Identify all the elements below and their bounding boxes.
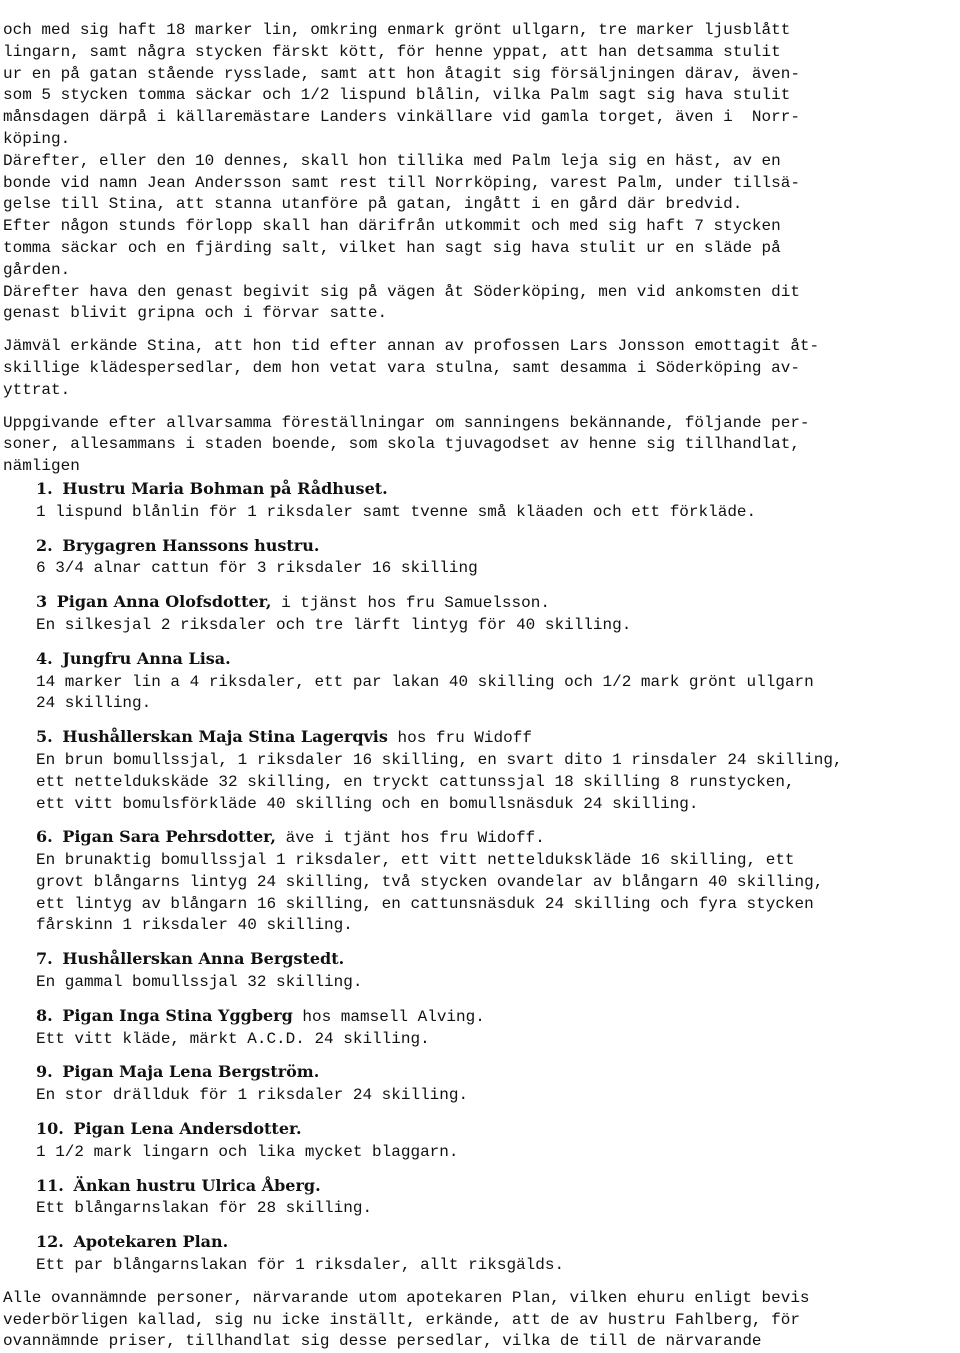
closing-paragraph — [3, 1288, 960, 1353]
paragraph-gap — [3, 402, 960, 413]
item-description-line: ett lintyg av blångarn 16 skilling, en cattunsnäsduk 24 skilling och fyra stycken — [36, 894, 814, 913]
text-line: och med sig haft 18 marker lin, omkring enmark grönt ullgarn, tre marker ljusblått — [3, 21, 791, 39]
list-item-number: 7. — [36, 949, 53, 969]
list-item-number: 3 — [36, 592, 48, 612]
item-description-line: grovt blångarns lintyg 24 skilling, två stycken ovandelar av blångarn 40 skilling, — [36, 872, 824, 891]
text-line: yttrat. — [3, 380, 71, 399]
list-item-number: 1. — [36, 478, 53, 498]
buyer-name: Pigan Inga Stina Yggberg — [62, 1005, 293, 1025]
text-line: skillige klädespersedlar, dem hon vetat vara stulna, samt desamma i Söderköping av- — [3, 358, 800, 377]
buyers-list — [3, 478, 960, 1277]
buyer-name: Änkan hustru Ulrica Åberg. — [73, 1175, 321, 1195]
confession-paragraph — [3, 336, 960, 401]
item-description-line: En silkesjal 2 riksdaler och tre lärft lintyg för 40 skilling. — [36, 615, 632, 634]
text-line: Jämväl erkände Stina, att hon tid efter annan av profossen Lars Jonsson emottagit åt- — [3, 337, 820, 356]
item-description-line: 1 lispund blånlin för 1 riksdaler samt tvenne små kläaden och ett förkläde. — [36, 502, 757, 521]
list-item-heading — [3, 1175, 960, 1199]
text-line: vederbörligen kallad, sig nu icke inställt, erkände, att de av hustru Fahlberg, för — [3, 1310, 800, 1329]
list-item — [3, 1118, 960, 1164]
text-line: ur en på gatan stående rysslade, samt att hon åtagit sig försäljningen därav, även- — [3, 64, 800, 83]
text-line: gelse till Stina, att stanna utanföre på gatan, ingått i en gård där bredvid. — [3, 195, 743, 214]
item-description-line: En brun bomullssjal, 1 riksdaler 16 skilling, en svart dito 1 rinsdaler 24 skilling, — [36, 750, 843, 769]
text-line: som 5 stycken tomma säckar och 1/2 lispund blålin, vilka Palm sagt sig hava stulit — [3, 86, 791, 105]
item-description-line: 14 marker lin a 4 riksdaler, ett par lakan 40 skilling och 1/2 mark grönt ullgarn — [36, 672, 814, 691]
list-item-heading — [3, 948, 960, 972]
buyer-name: Pigan Maja Lena Bergström. — [62, 1062, 320, 1082]
text-line: gården. — [3, 260, 71, 279]
list-item-number: 8. — [36, 1005, 53, 1025]
text-line: lingarn, samt några stycken färskt kött, för henne yppat, att han detsamma stulit — [3, 42, 781, 61]
buyer-note: äve i tjänt hos fru Widoff. — [275, 829, 545, 848]
item-description-line: Ett par blångarnslakan för 1 riksdaler, allt riksgälds. — [36, 1256, 565, 1275]
buyer-name: Hushållerskan Anna Bergstedt. — [62, 949, 345, 969]
list-item-heading — [3, 826, 960, 850]
intro-paragraph — [3, 20, 960, 325]
item-description-line: En gammal bomullssjal 32 skilling. — [36, 973, 363, 992]
list-item-number: 9. — [36, 1062, 53, 1082]
list-item-heading — [3, 591, 960, 615]
list-item-heading — [3, 478, 960, 502]
list-item — [3, 648, 960, 715]
text-line: månsdagen därpå i källaremästare Landers vinkällare vid gamla torget, även i Norr- — [3, 108, 800, 127]
buyer-name: Jungfru Anna Lisa. — [62, 648, 231, 668]
buyer-note: hos fru Widoff — [387, 729, 532, 748]
paragraph-gap — [3, 325, 960, 336]
text-line: Därefter hava den genast begivit sig på vägen åt Söderköping, men vid ankomsten dit — [3, 282, 800, 301]
list-item-number: 12. — [36, 1232, 64, 1252]
item-description-line: En brunaktig bomullssjal 1 riksdaler, ett vitt netteldukskläde 16 skilling, ett — [36, 851, 795, 870]
buyer-name: Hustru Maria Bohman på Rådhuset. — [62, 478, 388, 498]
list-item-number: 5. — [36, 727, 53, 747]
item-description-line: 24 skilling. — [36, 694, 152, 713]
list-item-heading — [3, 726, 960, 750]
list-item-number: 6. — [36, 827, 53, 847]
buyer-note: i tjänst hos fru Samuelsson. — [271, 594, 550, 613]
buyer-note: hos mamsell Alving. — [292, 1007, 485, 1026]
list-item-number: 2. — [36, 535, 53, 555]
text-line: Alle ovannämnde personer, närvarande utom apotekaren Plan, vilken ehuru enligt bevis — [3, 1288, 810, 1307]
buyer-name: Pigan Anna Olofsdotter, — [56, 592, 272, 612]
list-item-heading — [3, 648, 960, 672]
list-item-heading — [3, 535, 960, 559]
text-line: tomma säckar och en fjärding salt, vilket han sagt sig hava stulit ur en släde på — [3, 238, 781, 257]
text-line: nämligen — [3, 457, 80, 476]
list-item-number: 11. — [36, 1175, 64, 1195]
item-description-line: fårskinn 1 riksdaler 40 skilling. — [36, 916, 353, 935]
list-item — [3, 1231, 960, 1277]
item-description-line: 6 3/4 alnar cattun för 3 riksdaler 16 skilling — [36, 559, 478, 578]
list-item — [3, 478, 960, 524]
text-line: genast blivit gripna och i förvar satte. — [3, 304, 388, 323]
list-item — [3, 1061, 960, 1107]
text-line: ovannämnde priser, tillhandlat sig desse persedlar, vilka de till de närvarande — [3, 1332, 762, 1351]
list-item — [3, 826, 960, 937]
buyer-name: Pigan Sara Pehrsdotter, — [62, 827, 276, 847]
list-item — [3, 1005, 960, 1051]
item-description-line: En stor drällduk för 1 riksdaler 24 skilling. — [36, 1086, 469, 1105]
buyer-name: Apotekaren Plan. — [73, 1232, 229, 1252]
buyer-name: Brygagren Hanssons hustru. — [62, 535, 320, 555]
list-item-heading — [3, 1061, 960, 1085]
text-line: soner, allesammans i staden boende, som skola tjuvagodset av henne sig tillhandlat, — [3, 435, 800, 454]
list-item-heading — [3, 1005, 960, 1029]
text-line: köping. — [3, 129, 71, 148]
buyers-intro-paragraph — [3, 413, 960, 478]
item-description-line: ett netteldukskäde 32 skilling, en tryckt cattunssjal 18 skilling 8 runstycken, — [36, 772, 795, 791]
list-item — [3, 591, 960, 637]
item-description-line: Ett vitt kläde, märkt A.C.D. 24 skilling. — [36, 1029, 430, 1048]
item-description-line: Ett blångarnslakan för 28 skilling. — [36, 1199, 373, 1218]
list-item — [3, 948, 960, 994]
text-line: bonde vid namn Jean Andersson samt rest till Norrköping, varest Palm, under tillsä- — [3, 173, 800, 192]
item-description-line: ett vitt bomulsförkläde 40 skilling och en bomullsnäsduk 24 skilling. — [36, 794, 699, 813]
buyer-name: Pigan Lena Andersdotter. — [73, 1119, 302, 1139]
buyer-name: Hushållerskan Maja Stina Lagerqvis — [62, 727, 388, 747]
list-item-number: 4. — [36, 648, 53, 668]
text-line: Uppgivande efter allvarsamma föreställningar om sanningens bekännande, följande per- — [3, 413, 810, 432]
text-line: Därefter, eller den 10 dennes, skall hon tillika med Palm leja sig en häst, av en — [3, 151, 781, 170]
text-line: Efter någon stunds förlopp skall han därifrån utkommit och med sig haft 7 stycken — [3, 217, 781, 236]
list-item-heading — [3, 1118, 960, 1142]
list-item — [3, 1175, 960, 1221]
list-item-number: 10. — [36, 1119, 64, 1139]
list-item — [3, 726, 960, 815]
list-item — [3, 535, 960, 581]
item-description-line: 1 1/2 mark lingarn och lika mycket blaggarn. — [36, 1142, 459, 1161]
list-item-heading — [3, 1231, 960, 1255]
